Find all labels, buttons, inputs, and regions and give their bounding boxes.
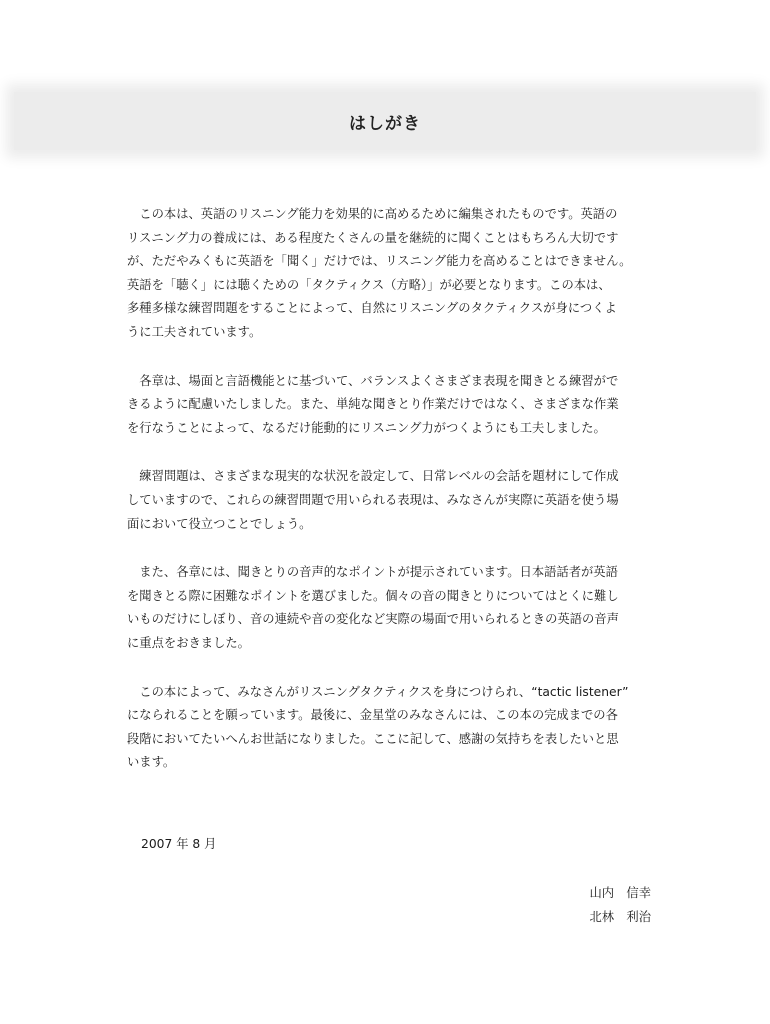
author-block (590, 881, 652, 929)
title-band (14, 92, 756, 150)
paragraph-2: 各章は、場面と言語機能とに基づいて、バランスよくさまざま表現を聞きとる練習がで きるように配慮いたしました。また、単純な聞きとり作業だけではなく、さまざまな作業 を行なうことによって、なるだけ能動的にリスニング力がつくようにも工夫しました。 (127, 373, 619, 435)
paragraph-5: この本によって、みなさんがリスニングタクティクスを身につけられ、“tactic listener” になられることを願っています。最後に、金星堂のみなさんには、この本の完成までの各 段階においてたいへんお世話になりました。ここに記して、感謝の気持ちを表したいと思 います。 (127, 684, 629, 770)
page-title: はしがき (349, 113, 421, 134)
author-name: 北林 利治 (589, 910, 651, 924)
preface-body (127, 203, 653, 800)
paragraph-1: この本は、英語のリスニング能力を効果的に高めるために編集されたものです。英語の リスニング力の養成には、ある程度たくさんの量を継続的に聞くことはもちろん大切です が、ただやみくもに英語を「聞く」だけでは、リスニング能力を高めることはできません。 英語を「聴く」には聴くための「タクティクス（方略）」が必要となります。この本は、 多種多様な練習問題をすることによって、自然にリスニングのタクティクスが身につくよ うに工夫されています。 (127, 207, 632, 339)
paragraph-4: また、各章には、聞きとりの音声的なポイントが提示されています。日本語話者が英語 を聞きとる際に困難なポイントを選びました。個々の音の聞きとりについてはとくに難し いものだけにしぼり、音の連続や音の変化など実際の場面で用いられるときの英語の音声 に重点をおきました。 (127, 565, 619, 650)
author-name: 山内 信幸 (589, 886, 651, 900)
paragraph-3: 練習問題は、さまざまな現実的な状況を設定して、日常レベルの会話を題材にして作成 していますので、これらの練習問題で用いられる表現は、みなさんが実際に英語を使う場 面において役立つことでしょう。 (127, 469, 619, 531)
date: 2007 年 8 月 (141, 837, 217, 851)
